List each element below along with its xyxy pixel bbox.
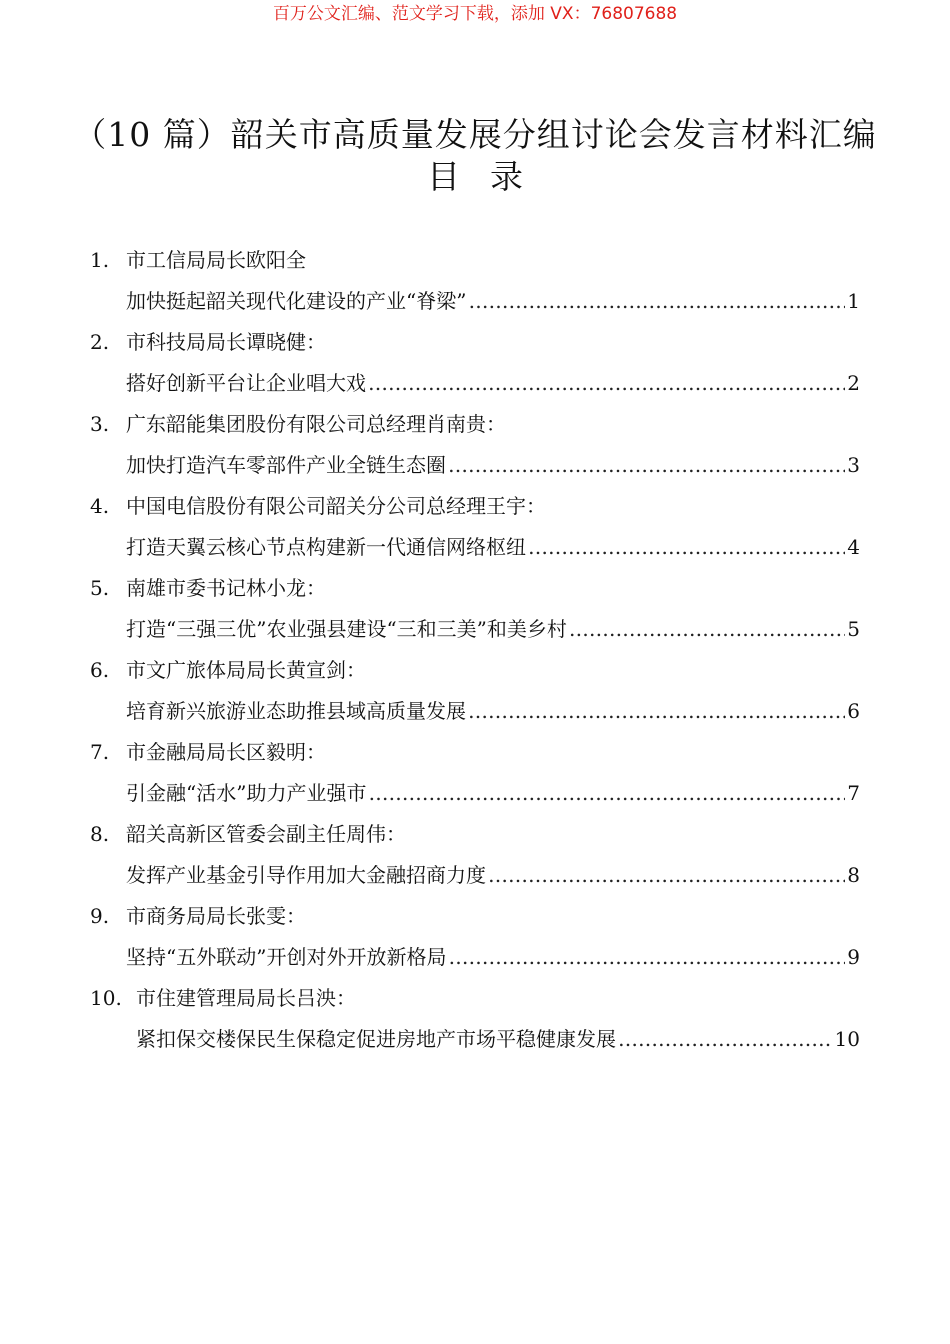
- dot-leader: [468, 281, 845, 321]
- toc-entry: [0, 486, 950, 568]
- toc-entry-title-line[interactable]: [126, 445, 860, 485]
- watermark-banner: 百万公文汇编、范文学习下载，添加 VX：76807688: [272, 4, 678, 24]
- toc-entry-title: 加快打造汽车零部件产业全链生态圈: [126, 453, 446, 477]
- toc-entry-title: 发挥产业基金引导作用加大金融招商力度: [126, 863, 486, 887]
- dot-leader: [468, 691, 845, 731]
- toc-entry-title: 加快挺起韶关现代化建设的产业“脊梁”: [126, 289, 467, 313]
- toc-entry-speaker: 南雄市委书记林小龙：: [126, 576, 326, 600]
- toc-entry-title-line[interactable]: [126, 609, 860, 649]
- toc-entry-page: 6: [847, 699, 860, 723]
- toc-entry-title-line[interactable]: [126, 773, 860, 813]
- toc-entry-speaker: 中国电信股份有限公司韶关分公司总经理王宇：: [126, 494, 546, 518]
- toc-entry-number: 8.: [90, 822, 110, 846]
- toc-entry-title: 打造“三强三优”农业强县建设“三和三美”和美乡村: [126, 617, 567, 641]
- toc-entry: [0, 814, 950, 896]
- toc-entry-page: 5: [847, 617, 860, 641]
- toc-entry-speaker: 市住建管理局局长吕泱：: [136, 986, 356, 1010]
- toc-heading-char-1: 目: [427, 157, 460, 196]
- toc-entry-title-line[interactable]: [126, 527, 860, 567]
- toc-entry-title: 紧扣保交楼保民生保稳定促进房地产市场平稳健康发展: [136, 1027, 616, 1051]
- toc-entry: [0, 978, 950, 1060]
- toc-entry: [0, 322, 950, 404]
- toc-entry: [0, 732, 950, 814]
- toc-entry: [0, 650, 950, 732]
- toc-entry-page: 2: [847, 371, 860, 395]
- toc-entry-title-line[interactable]: [126, 855, 860, 895]
- document-title: （10 篇）韶关市高质量发展分组讨论会发言材料汇编: [73, 115, 877, 154]
- toc-entry-title-line[interactable]: [126, 363, 860, 403]
- toc-entry-speaker: 市文广旅体局局长黄宣剑：: [126, 658, 366, 682]
- toc-entry-speaker: 市科技局局长谭晓健：: [126, 330, 326, 354]
- toc-entry-title-line[interactable]: [126, 281, 860, 321]
- toc-entry-speaker: 广东韶能集团股份有限公司总经理肖南贵：: [126, 412, 506, 436]
- dot-leader: [528, 527, 845, 567]
- dot-leader: [618, 1019, 833, 1059]
- toc-heading: [0, 155, 950, 199]
- toc-entry-number: 7.: [90, 740, 110, 764]
- dot-leader: [448, 937, 845, 977]
- toc-heading-char-2: 录: [490, 157, 523, 196]
- toc-entry-number: 9.: [90, 904, 110, 928]
- toc-entry-speaker: 韶关高新区管委会副主任周伟：: [126, 822, 406, 846]
- toc-entry-page: 9: [847, 945, 860, 969]
- toc-entry: [0, 568, 950, 650]
- toc-entry-title-line[interactable]: [136, 1019, 860, 1059]
- toc-entry-page: 8: [847, 863, 860, 887]
- toc-entry: [0, 896, 950, 978]
- toc-entry-speaker: 市工信局局长欧阳全: [126, 248, 306, 272]
- toc-entry-page: 7: [847, 781, 860, 805]
- dot-leader: [569, 609, 845, 649]
- toc-entry-speaker: 市商务局局长张雯：: [126, 904, 306, 928]
- toc-entry-page: 4: [847, 535, 860, 559]
- dot-leader: [448, 445, 845, 485]
- toc-entry-title: 培育新兴旅游业态助推县域高质量发展: [126, 699, 466, 723]
- toc-entry: [0, 404, 950, 486]
- toc-entry-number: 3.: [90, 412, 110, 436]
- dot-leader: [368, 363, 845, 403]
- dot-leader: [488, 855, 845, 895]
- table-of-contents: [0, 240, 950, 1060]
- toc-entry-number: 10.: [90, 986, 122, 1010]
- toc-entry-number: 4.: [90, 494, 110, 518]
- toc-entry-title: 坚持“五外联动”开创对外开放新格局: [126, 945, 447, 969]
- toc-entry-page: 10: [834, 1027, 860, 1051]
- toc-entry: [0, 240, 950, 322]
- toc-entry-number: 5.: [90, 576, 110, 600]
- toc-entry-title: 打造天翼云核心节点构建新一代通信网络枢纽: [126, 535, 526, 559]
- toc-entry-title: 搭好创新平台让企业唱大戏: [126, 371, 366, 395]
- toc-entry-number: 1.: [90, 248, 110, 272]
- toc-entry-title: 引金融“活水”助力产业强市: [126, 781, 367, 805]
- toc-entry-page: 1: [847, 289, 860, 313]
- toc-entry-number: 6.: [90, 658, 110, 682]
- dot-leader: [368, 773, 845, 813]
- toc-entry-page: 3: [847, 453, 860, 477]
- toc-entry-title-line[interactable]: [126, 691, 860, 731]
- toc-entry-title-line[interactable]: [126, 937, 860, 977]
- toc-entry-speaker: 市金融局局长区毅明：: [126, 740, 326, 764]
- toc-entry-number: 2.: [90, 330, 110, 354]
